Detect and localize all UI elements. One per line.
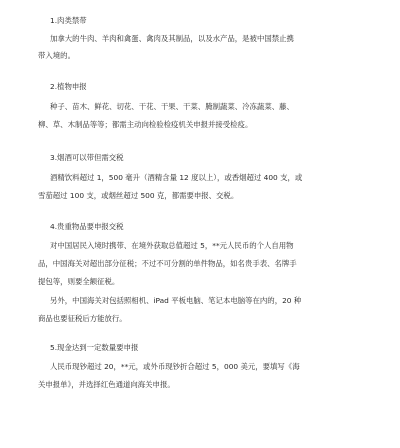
paragraph-line: 品，中国海关对超出部分征税；不过不可分割的单件物品，如名贵手表、名牌手 — [38, 259, 297, 268]
paragraph-line: 雪茄超过 100 支，或烟丝超过 500 克，都需要申报、交税。 — [38, 191, 239, 200]
spacer — [38, 183, 374, 191]
paragraph-line: 提包等，则要全额征税。 — [38, 277, 120, 286]
spacer — [38, 353, 374, 362]
spacer — [38, 287, 374, 296]
spacer — [38, 92, 374, 102]
section-cash — [38, 343, 374, 390]
section-heading: 3.烟酒可以带但需交税 — [50, 153, 124, 162]
paragraph-line: 人民币现钞超过 20，**元，或外币现钞折合超过 5，000 美元，要填写《海 — [50, 362, 300, 371]
paragraph-line: 商品也要征税后方能放行。 — [38, 314, 127, 323]
section-plants — [38, 82, 374, 130]
section-heading: 4.贵重物品要申报交税 — [50, 222, 124, 231]
section-heading: 2.植物申报 — [50, 82, 87, 91]
paragraph-line: 带入境的。 — [38, 51, 75, 60]
spacer — [38, 372, 374, 380]
spacer — [38, 163, 374, 173]
section-valuables — [38, 222, 374, 324]
paragraph-line: 关申报单》，并选择红色通道向海关申报。 — [38, 380, 175, 389]
section-meat — [38, 16, 374, 61]
section-tobacco-alcohol — [38, 153, 374, 201]
spacer — [38, 232, 374, 241]
section-heading: 1.肉类禁带 — [50, 16, 87, 25]
paragraph-line: 另外，中国海关对包括照相机、iPad 平板电脑、笔记本电脑等在内的，20 种 — [50, 296, 302, 305]
paragraph-line: 加拿大的牛肉、羊肉和禽蛋、禽肉及其制品，以及水产品，是被中国禁止携 — [50, 34, 294, 43]
spacer — [38, 26, 374, 34]
spacer — [38, 112, 374, 120]
spacer — [38, 269, 374, 277]
paragraph-line: 种子、苗木、鲜花、切花、干花、干果、干菜、腌制蔬菜、冷冻蔬菜、藤、 — [50, 102, 294, 111]
spacer — [38, 44, 374, 51]
section-heading: 5.现金达到一定数量要申报 — [50, 343, 139, 352]
spacer — [38, 306, 374, 314]
paragraph-line: 对中国居民入境时携带、在境外获取总值超过 5，**元人民币的个人自用物 — [50, 241, 294, 250]
paragraph-line: 酒精饮料超过 1，500 毫升（酒精含量 12 度以上），或香烟超过 400 支，或 — [50, 173, 303, 182]
paragraph-line: 柳、草、木制品等等；都需主动向检验检疫机关申报并接受检疫。 — [38, 120, 253, 129]
spacer — [38, 251, 374, 259]
